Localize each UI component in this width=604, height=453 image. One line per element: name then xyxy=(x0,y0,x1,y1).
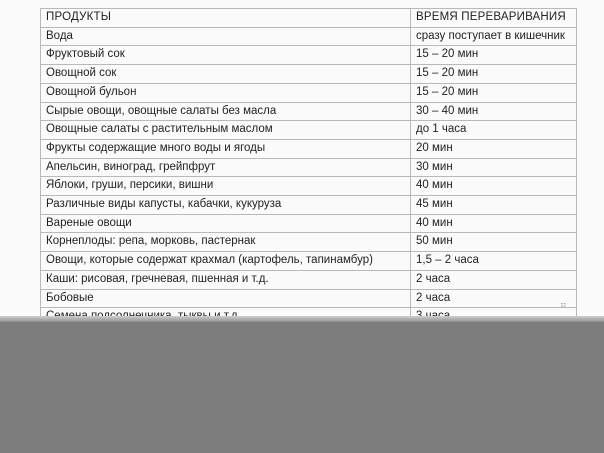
product-cell: Корнеплоды: репа, морковь, пастернак xyxy=(41,233,411,252)
time-cell: 15 – 20 мин xyxy=(411,65,577,84)
time-cell: сразу поступает в кишечник xyxy=(411,27,577,46)
time-cell: 50 мин xyxy=(411,233,577,252)
time-cell: до 1 часа xyxy=(411,121,577,140)
product-cell: Фрукты содержащие много воды и ягоды xyxy=(41,139,411,158)
table-row xyxy=(41,121,577,140)
header-digestion-time: ВРЕМЯ ПЕРЕВАРИВАНИЯ xyxy=(411,9,577,28)
product-cell: Бобовые xyxy=(41,289,411,308)
product-cell: Вода xyxy=(41,27,411,46)
time-cell: 40 мин xyxy=(411,214,577,233)
product-cell: Яблоки, груши, персики, вишни xyxy=(41,177,411,196)
product-cell: Различные виды капусты, кабачки, кукуруза xyxy=(41,196,411,215)
table-row xyxy=(41,46,577,65)
time-cell: 2 часа xyxy=(411,270,577,289)
table-row xyxy=(41,177,577,196)
table-row xyxy=(41,139,577,158)
table-row xyxy=(41,27,577,46)
product-cell: Сырые овощи, овощные салаты без масла xyxy=(41,102,411,121)
time-cell: 15 – 20 мин xyxy=(411,46,577,65)
time-cell: 15 – 20 мин xyxy=(411,83,577,102)
table-row xyxy=(41,289,577,308)
table-row xyxy=(41,83,577,102)
table-row xyxy=(41,233,577,252)
table-row xyxy=(41,65,577,84)
product-cell: Фруктовый сок xyxy=(41,46,411,65)
table-row xyxy=(41,158,577,177)
product-cell: Овощные салаты с растительным маслом xyxy=(41,121,411,140)
time-cell: 40 мин xyxy=(411,177,577,196)
digestion-table xyxy=(40,8,577,346)
product-cell: Каши: рисовая, гречневая, пшенная и т.д. xyxy=(41,270,411,289)
product-cell: Овощи, которые содержат крахмал (картофель, тапинамбур) xyxy=(41,252,411,271)
gray-overlay xyxy=(0,322,604,453)
product-cell: Овощной сок xyxy=(41,65,411,84)
time-cell: 2 часа xyxy=(411,289,577,308)
product-cell: Вареные овощи xyxy=(41,214,411,233)
table-row xyxy=(41,102,577,121)
product-cell: Овощной бульон xyxy=(41,83,411,102)
resize-handle: ⠛ xyxy=(560,302,570,312)
table-row xyxy=(41,252,577,271)
time-cell: 20 мин xyxy=(411,139,577,158)
header-products: ПРОДУКТЫ xyxy=(41,9,411,28)
table-body xyxy=(41,9,577,346)
table-row xyxy=(41,196,577,215)
time-cell: 45 мин xyxy=(411,196,577,215)
table-header-row xyxy=(41,9,577,28)
time-cell: 30 – 40 мин xyxy=(411,102,577,121)
table-row xyxy=(41,214,577,233)
product-cell: Апельсин, виноград, грейпфрут xyxy=(41,158,411,177)
time-cell: 30 мин xyxy=(411,158,577,177)
table-row xyxy=(41,270,577,289)
time-cell: 1,5 – 2 часа xyxy=(411,252,577,271)
